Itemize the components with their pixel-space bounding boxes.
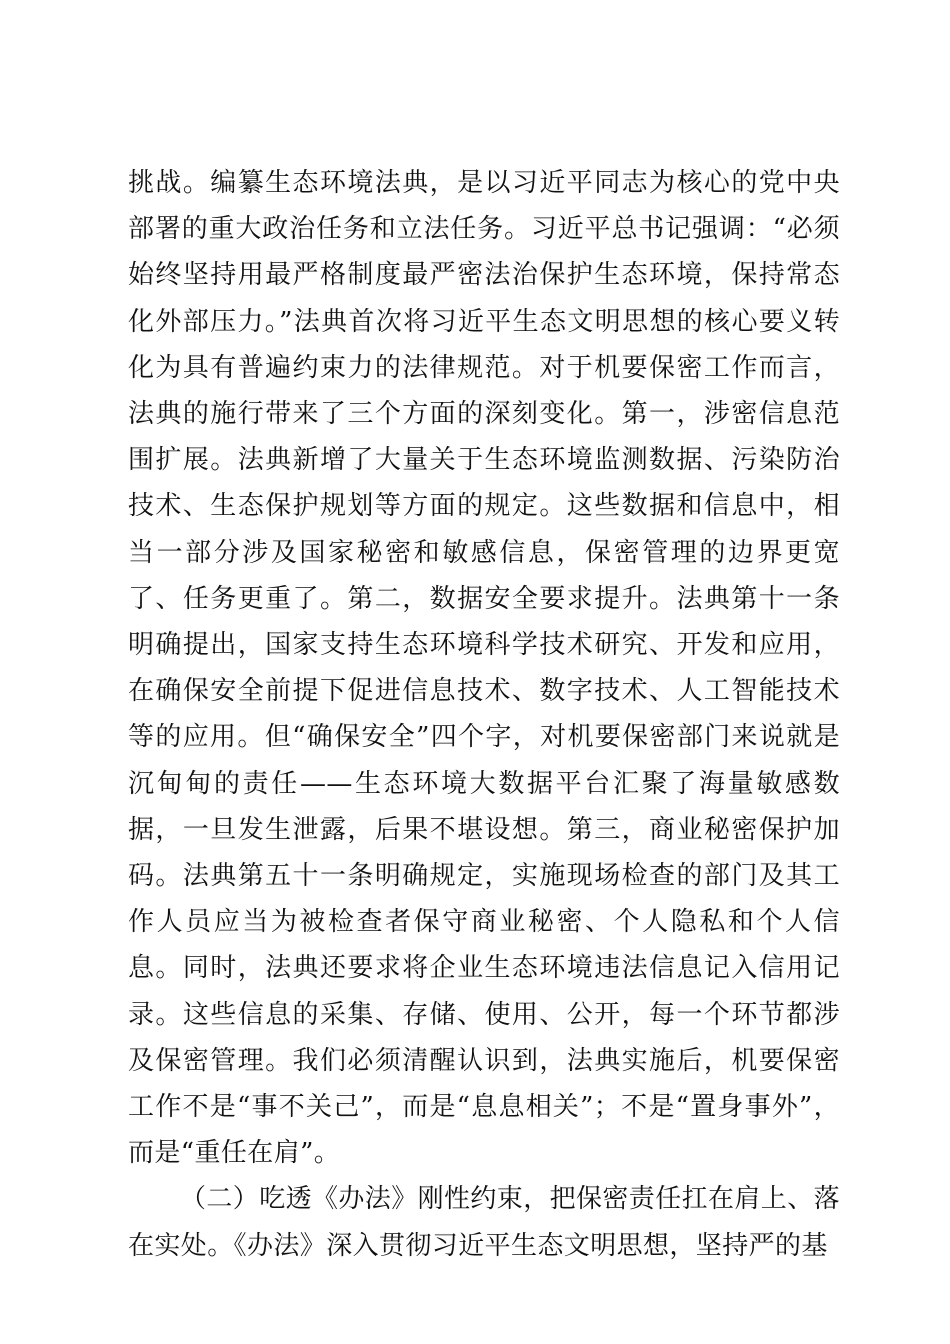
paragraph-continuation: 挑战。编纂生态环境法典，是以习近平同志为核心的党中央部署的重大政治任务和立法任务。习近平总书记强调：“必须始终坚持用最严格制度最严密法治保护生态环境，保持常态化外部压力。”法典首次将习近平生态文明思想的核心要义转化为具有普遍约束力的法律规范。对于机要保密工作而言，法典的施行带来了三个方面的深刻变化。第一，涉密信息范围扩展。法典新增了大量关于生态环境监测数据、污染防治技术、生态保护规划等方面的规定。这些数据和信息中，相当一部分涉及国家秘密和敏感信息，保密管理的边界更宽了、任务更重了。第二，数据安全要求提升。法典第十一条明确提出，国家支持生态环境科学技术研究、开发和应用，在确保安全前提下促进信息技术、数字技术、人工智能技术等的应用。但“确保安全”四个字，对机要保密部门来说就是沉甸甸的责任——生态环境大数据平台汇聚了海量敏感数据，一旦发生泄露，后果不堪设想。第三，商业秘密保护加码。法典第五十一条明确规定，实施现场检查的部门及其工作人员应当为被检查者保守商业秘密、个人隐私和个人信息。同时，法典还要求将企业生态环境违法信息记入信用记录。这些信息的采集、存储、使用、公开，每一个环节都涉及保密管理。我们必须清醒认识到，法典实施后，机要保密工作不是“事不关己”，而是“息息相关”；不是“置身事外”，而是“重任在肩”。: [128, 168, 840, 1169]
paragraph-section-two: （二）吃透《办法》刚性约束，把保密责任扛在肩上、落在实处。《办法》深入贯彻习近平生态文明思想，坚持严的基: [128, 1184, 841, 1261]
document-body: [128, 160, 840, 1269]
